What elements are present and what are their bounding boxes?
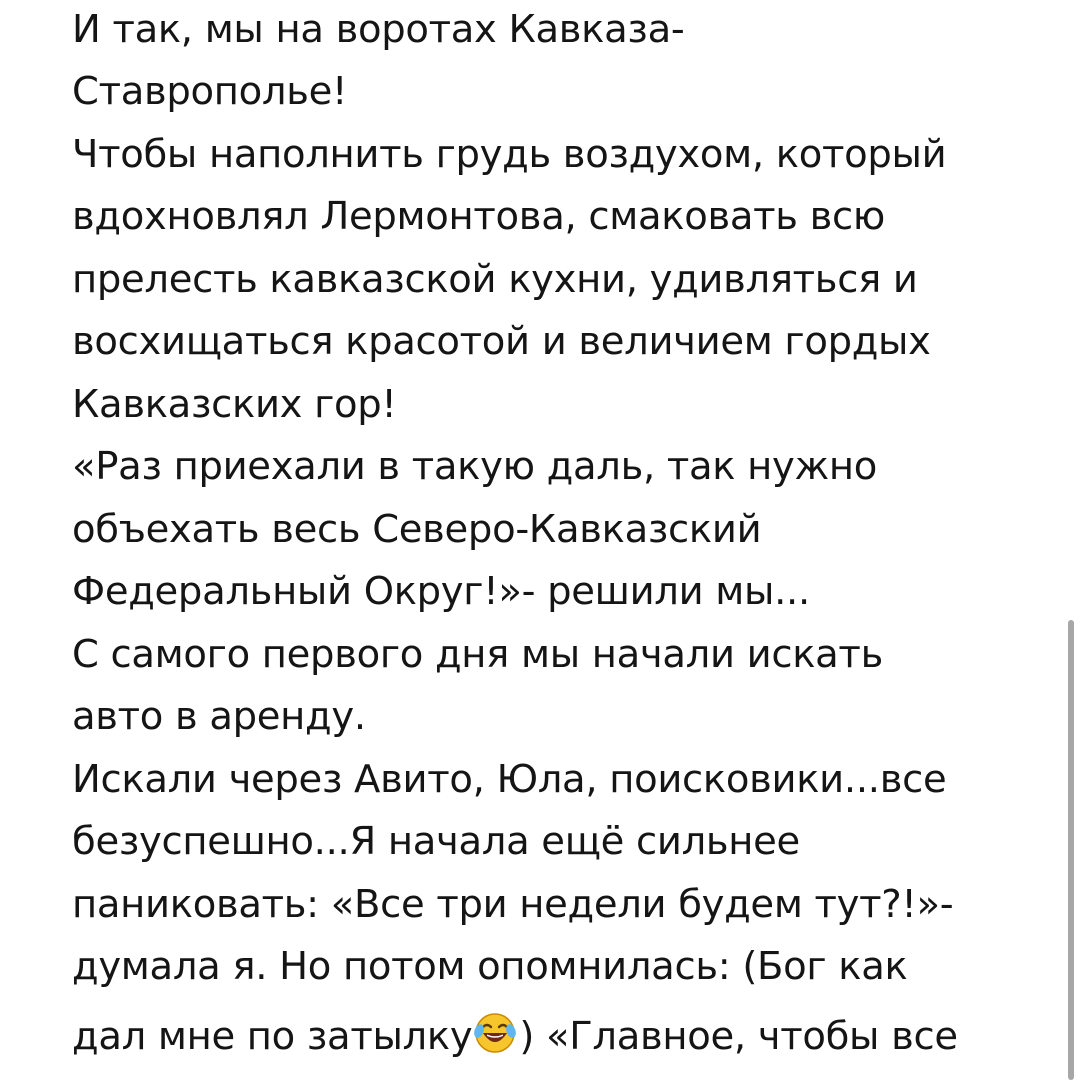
vertical-scrollbar[interactable]: [1068, 620, 1074, 1080]
note-line: И так, мы на воротах Кавказа-: [72, 7, 685, 52]
note-line: восхищаться красотой и величием гордых: [72, 319, 931, 364]
note-text-after-emoji: ) «Главное, чтобы все: [519, 1014, 958, 1059]
note-line: Ставрополье!: [72, 69, 348, 114]
note-line: прелесть кавказской кухни, удивляться и: [72, 257, 918, 302]
note-line: Кавказских гор!: [72, 382, 397, 427]
face-with-tears-of-joy-icon: [473, 1011, 517, 1055]
note-line: «Раз приехали в такую даль, так нужно: [72, 444, 878, 489]
note-line: Чтобы наполнить грудь воздухом, который: [72, 132, 947, 177]
note-line: С самого первого дня мы начали искать: [72, 632, 883, 677]
scrollbar-thumb[interactable]: [1068, 620, 1074, 1080]
note-line-last: [72, 1011, 958, 1057]
note-text-before-emoji: дал мне по затылку: [72, 1014, 473, 1059]
note-line: вдохновлял Лермонтова, смаковать всю: [72, 194, 885, 239]
note-line: безуспешно...Я начала ещё сильнее: [72, 819, 800, 864]
note-line: Искали через Авито, Юла, поисковики...все: [72, 757, 947, 802]
note-line: объехать весь Северо-Кавказский: [72, 507, 762, 552]
note-line: думала я. Но потом опомнилась: (Бог как: [72, 944, 908, 989]
note-line: паниковать: «Все три недели будем тут?!»-: [72, 882, 954, 927]
note-line: авто в аренду.: [72, 694, 366, 739]
note-line: Федеральный Округ!»- решили мы...: [72, 569, 810, 614]
